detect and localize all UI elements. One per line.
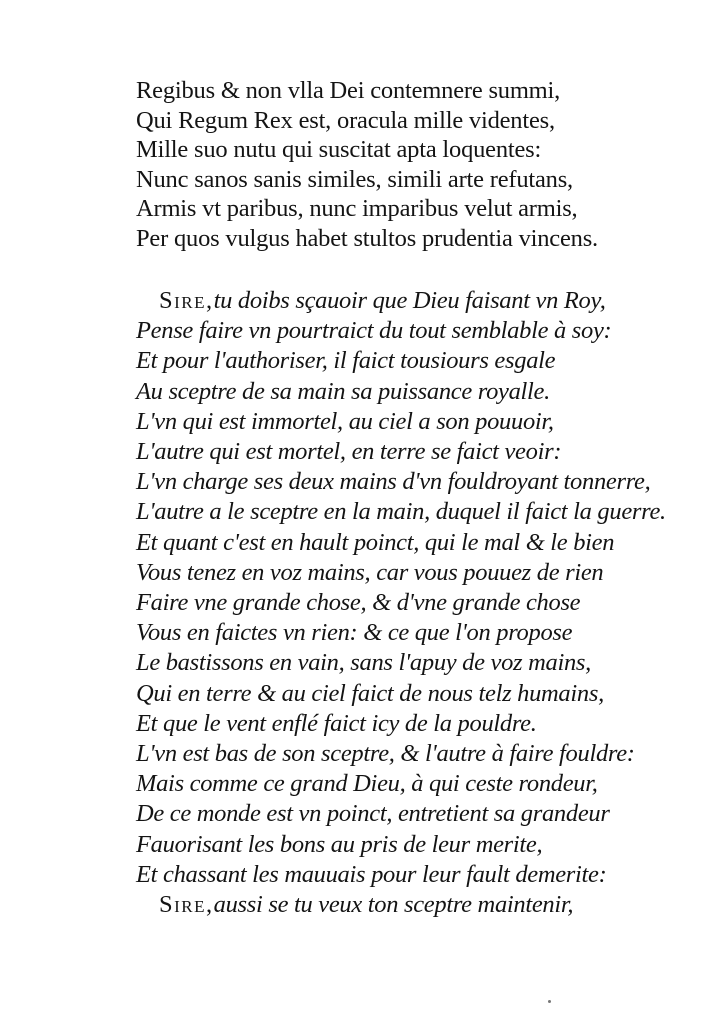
verse-line-opening bbox=[136, 286, 676, 316]
verse-line: Et quant c'est en hault poinct, qui le mal & le bien bbox=[136, 528, 615, 556]
salutation: Sire, bbox=[159, 287, 214, 314]
verse-line: Armis vt paribus, nunc imparibus velut armis, bbox=[136, 195, 578, 223]
verse-line: Nunc sanos sanis similes, simili arte refutans, bbox=[136, 165, 573, 193]
verse-line-text: aussi se tu veux ton sceptre maintenir, bbox=[213, 891, 574, 919]
verse-line: Fauorisant les bons au pris de leur merite, bbox=[136, 830, 543, 858]
french-verse-block bbox=[136, 286, 676, 920]
verse-line: Et que le vent enflé faict icy de la pouldre. bbox=[136, 709, 537, 737]
paper-speck bbox=[548, 1000, 551, 1003]
verse-line: Mais comme ce grand Dieu, à qui ceste rondeur, bbox=[136, 770, 598, 798]
verse-line: Mille suo nutu qui suscitat apta loquentes: bbox=[136, 136, 542, 164]
verse-line: Pense faire vn pourtraict du tout semblable à soy: bbox=[136, 317, 612, 345]
verse-line: De ce monde est vn poinct, entretient sa grandeur bbox=[136, 800, 610, 828]
verse-line: L'autre qui est mortel, en terre se faict veoir: bbox=[136, 438, 562, 466]
verse-line: Le bastissons en vain, sans l'apuy de voz mains, bbox=[136, 649, 591, 677]
verse-line: Vous tenez en voz mains, car vous pouuez de rien bbox=[136, 558, 604, 586]
latin-verse-block bbox=[136, 76, 656, 254]
verse-line: Et pour l'authoriser, il faict tousiours esgale bbox=[136, 347, 556, 375]
verse-line: Qui Regum Rex est, oracula mille videntes, bbox=[136, 106, 555, 134]
verse-line-text: tu doibs sçauoir que Dieu faisant vn Roy, bbox=[213, 287, 606, 314]
verse-line: Et chassant les mauuais pour leur fault demerite: bbox=[136, 860, 607, 888]
verse-line: Regibus & non vlla Dei contemnere summi, bbox=[136, 77, 561, 104]
verse-line: Qui en terre & au ciel faict de nous telz humains, bbox=[136, 679, 604, 707]
verse-line: L'autre a le sceptre en la main, duquel il faict la guerre. bbox=[136, 498, 666, 526]
verse-line: L'vn est bas de son sceptre, & l'autre à faire fouldre: bbox=[136, 740, 635, 768]
verse-line: Faire vne grande chose, & d'vne grande chose bbox=[136, 589, 581, 617]
verse-line: L'vn charge ses deux mains d'vn fouldroyant tonnerre, bbox=[136, 468, 651, 496]
verse-line-closing bbox=[136, 890, 676, 920]
salutation: Sire, bbox=[159, 891, 214, 919]
verse-line: L'vn qui est immortel, au ciel a son pouuoir, bbox=[136, 407, 554, 435]
verse-line: Vous en faictes vn rien: & ce que l'on propose bbox=[136, 619, 573, 647]
verse-line: Per quos vulgus habet stultos prudentia vincens. bbox=[136, 224, 598, 252]
verse-line: Au sceptre de sa main sa puissance royalle. bbox=[136, 377, 550, 405]
